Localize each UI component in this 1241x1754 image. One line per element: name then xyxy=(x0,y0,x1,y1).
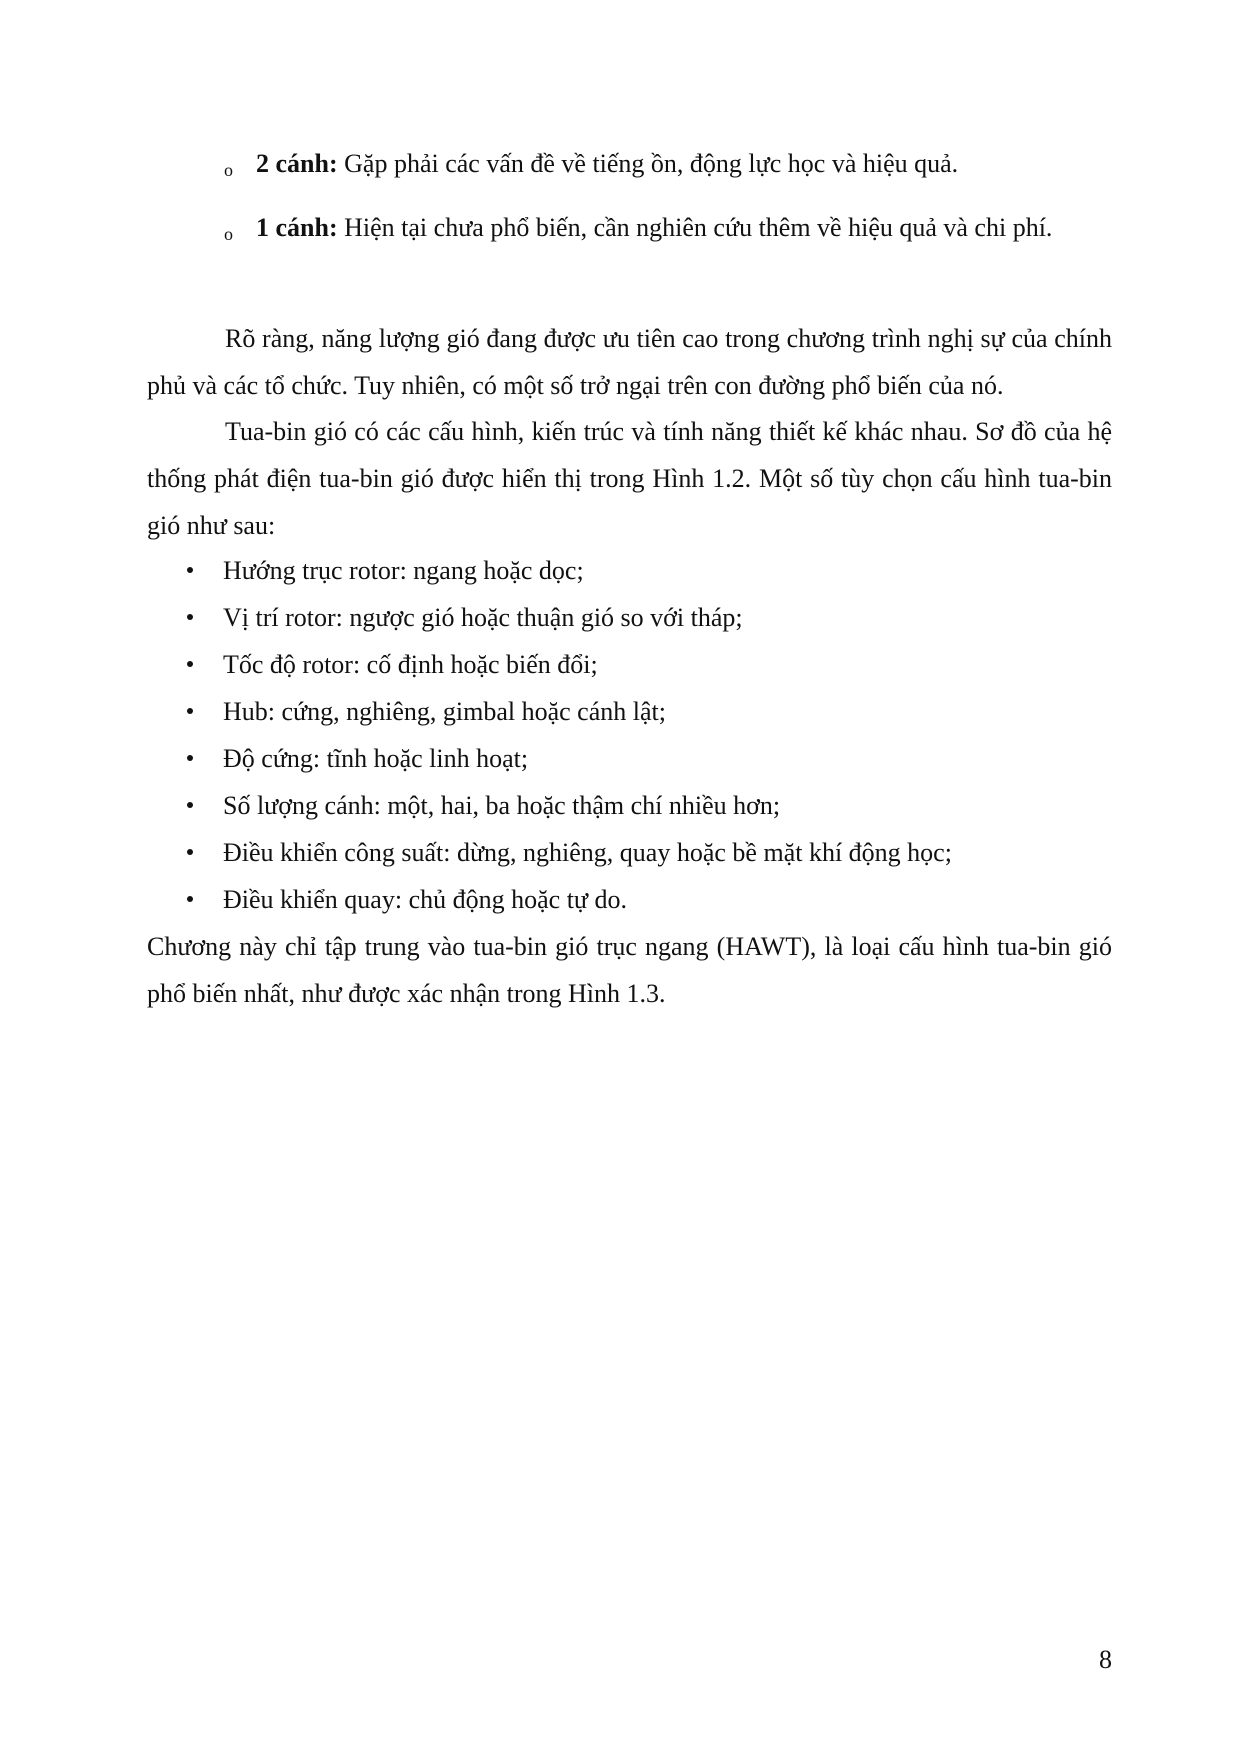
list-item-text: Số lượng cánh: một, hai, ba hoặc thậm chí nhiều hơn; xyxy=(223,791,781,820)
list-item-text: Vị trí rotor: ngược gió hoặc thuận gió so với tháp; xyxy=(223,603,743,632)
bullet-dot-icon xyxy=(187,614,193,620)
bullet-dot-icon xyxy=(187,661,193,667)
list-item xyxy=(147,735,1112,782)
list-item xyxy=(147,688,1112,735)
paragraph xyxy=(147,408,1112,549)
list-item xyxy=(147,876,1112,923)
paragraph-text: Chương này chỉ tập trung vào tua-bin gió trục ngang (HAWT), là loại cấu hình tua-bin gió phổ biến nhất, như được xác nhận trong Hình 1.3. xyxy=(147,932,1112,1008)
paragraph xyxy=(147,315,1112,409)
bullet-dot-icon xyxy=(187,849,193,855)
bullet-dot-icon xyxy=(187,802,193,808)
sub-item-text: Hiện tại chưa phổ biến, cần nghiên cứu thêm về hiệu quả và chi phí. xyxy=(337,213,1053,242)
list-item-text: Điều khiển công suất: dừng, nghiêng, quay hoặc bề mặt khí động học; xyxy=(223,838,952,867)
list-item-text: Điều khiển quay: chủ động hoặc tự do. xyxy=(223,885,628,914)
sub-list-item xyxy=(224,205,1096,251)
bullet-list xyxy=(147,547,1112,923)
sub-item-text: Gặp phải các vấn đề về tiếng ồn, động lực học và hiệu quả. xyxy=(337,149,959,178)
paragraph-text: Rõ ràng, năng lượng gió đang được ưu tiên cao trong chương trình nghị sự của chính phủ và các tổ chức. Tuy nhiên, có một số trở ngại trên con đường phổ biến của nó. xyxy=(147,324,1112,400)
bullet-dot-icon xyxy=(187,708,193,714)
hollow-bullet-icon: o xyxy=(224,224,233,244)
bullet-dot-icon xyxy=(187,755,193,761)
paragraph xyxy=(147,923,1112,1017)
paragraph-text: Tua-bin gió có các cấu hình, kiến trúc và tính năng thiết kế khác nhau. Sơ đồ của hệ thống phát điện tua-bin gió được hiển thị trong Hình 1.2. Một số tùy chọn cấu hình tua-bin gió như sau: xyxy=(147,417,1112,540)
list-item-text: Tốc độ rotor: cố định hoặc biến đổi; xyxy=(223,650,598,679)
list-item xyxy=(147,641,1112,688)
bullet-dot-icon xyxy=(187,567,193,573)
list-item-text: Hub: cứng, nghiêng, gimbal hoặc cánh lật; xyxy=(223,697,666,726)
bullet-dot-icon xyxy=(187,896,193,902)
list-item-text: Hướng trục rotor: ngang hoặc dọc; xyxy=(223,556,584,585)
list-item xyxy=(147,594,1112,641)
hollow-bullet-icon: o xyxy=(224,160,233,180)
list-item-text: Độ cứng: tĩnh hoặc linh hoạt; xyxy=(223,744,529,773)
list-item xyxy=(147,829,1112,876)
list-item xyxy=(147,547,1112,594)
list-item xyxy=(147,782,1112,829)
sub-item-title: 2 cánh: xyxy=(256,149,338,178)
page-number: 8 xyxy=(1099,1645,1112,1674)
sub-item-title: 1 cánh: xyxy=(256,213,338,242)
sub-list-item xyxy=(224,141,1096,187)
